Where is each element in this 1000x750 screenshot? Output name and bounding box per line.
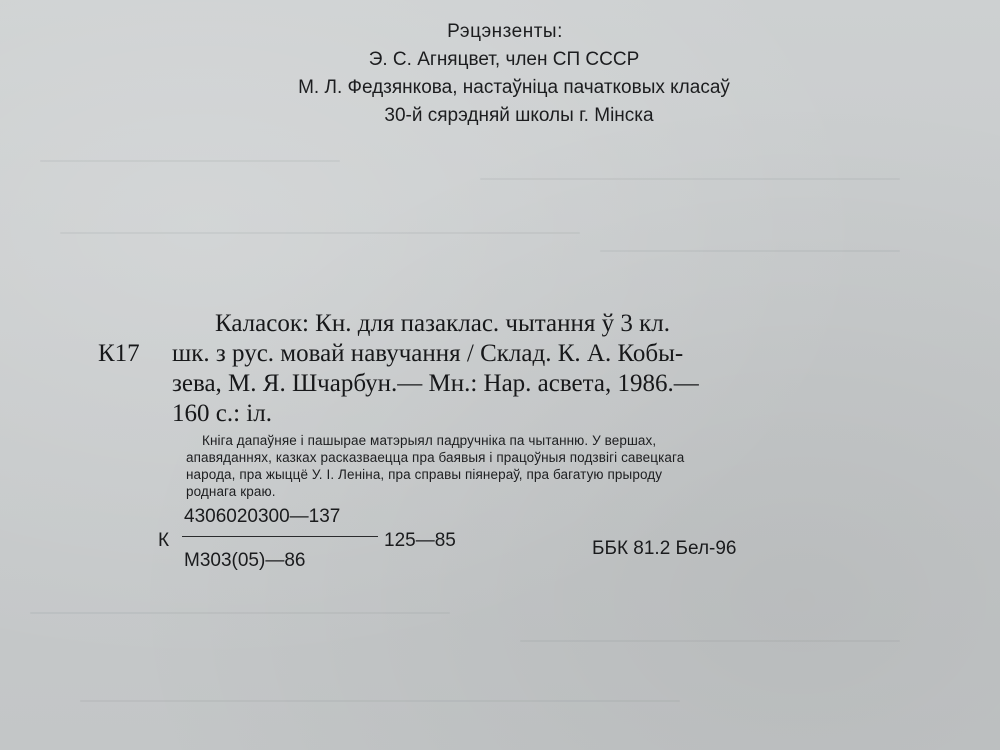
catalog-entry-line: Каласок: Кн. для пазаклас. чытання ў 3 кл. [215, 310, 671, 337]
classification-side-code: 125—85 [384, 530, 456, 551]
show-through-line [520, 640, 900, 642]
classification-letter: К [158, 530, 170, 551]
catalog-entry-line: 160 с.: іл. [172, 400, 272, 427]
annotation-line: апавяданнях, казках расказваецца пра баявыя і працоўныя подзвігі савецкага [186, 450, 685, 465]
annotation-line: роднага краю. [186, 484, 276, 499]
annotation-paragraph [186, 432, 866, 500]
reviewers-block [0, 18, 1000, 130]
bbk-code: ББК 81.2 Бел-96 [592, 538, 737, 559]
show-through-line [480, 178, 900, 180]
reviewers-heading: Рэцэнзенты: [447, 21, 563, 42]
show-through-line [600, 250, 900, 252]
reviewer-line: 30-й сярэдняй школы г. Мінска [384, 105, 654, 126]
classification-denominator: М303(05)—86 [184, 550, 306, 571]
show-through-line [30, 612, 450, 614]
annotation-line: Кніга дапаўняе і пашырае матэрыял падручніка па чытанню. У вершах, [202, 433, 657, 448]
catalog-entry-line: зева, М. Я. Шчарбун.— Мн.: Нар. асвета, 1986.— [172, 370, 699, 397]
reviewer-line: Э. С. Агняцвет, член СП СССР [368, 49, 640, 70]
catalog-entry-text: шк. з рус. мовай навучання / Склад. К. А. Кобы- [172, 340, 684, 367]
classification-formula [158, 506, 498, 578]
catalog-entry [98, 309, 878, 429]
fraction-rule [182, 536, 378, 537]
show-through-line [60, 232, 580, 234]
catalog-code: К17 [98, 340, 140, 367]
show-through-line [40, 160, 340, 162]
catalog-entry-line [98, 339, 878, 369]
reviewer-line: М. Л. Федзянкова, настаўніца пачатковых класаў [298, 77, 730, 98]
annotation-line: народа, пра жыццё У. І. Леніна, пра справы піянераў, пра багатую прыроду [186, 467, 663, 482]
show-through-line [80, 700, 680, 702]
classification-numerator: 4306020300—137 [184, 506, 341, 527]
